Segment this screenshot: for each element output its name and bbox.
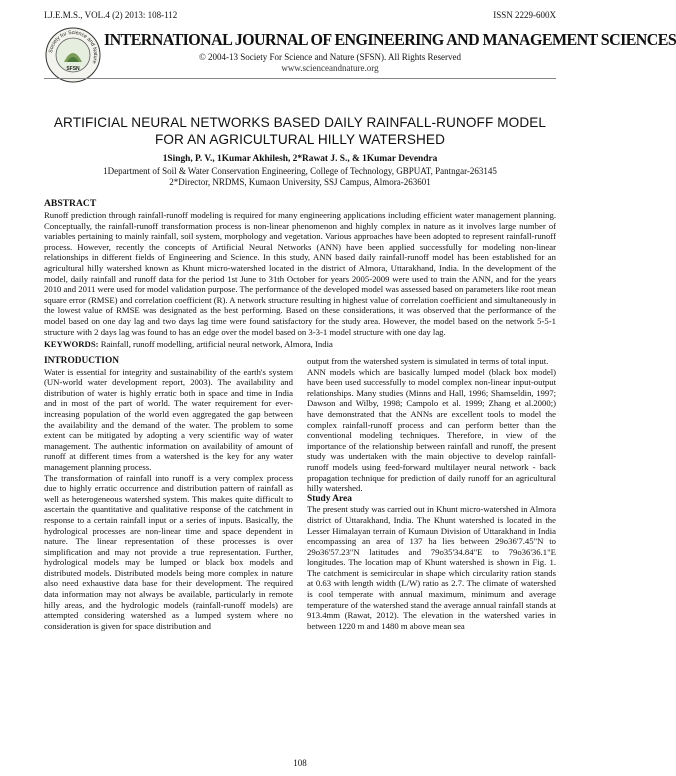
keywords: [44, 339, 556, 349]
left-column: [44, 356, 293, 631]
right-paragraph-2: ANN models which are basically lumped model (black box model) have been used successfully to model complex non-linear input-output relationships. Many studies (Minns and Hall, 1996; Shamseldin, 1997; Dawson and Wilby, 1998; Campolo et al. 1999; Zhang et al.2000;) have demonstrated that the ANNs are excellent tools to model the complex rainfall-runoff process and can perform better than the conventional modeling techniques. Therefore, in view of the importance of the relationship between rainfall and runoff, the present study was undertaken with the main objective to develop rainfall-runoff models using feed-forward multilayer neural network - back propagation technique for prediction of daily runoff for an agricultural hilly watershed.: [307, 366, 556, 494]
right-paragraph-1: output from the watershed system is simulated in terms of total input.: [307, 356, 549, 366]
paper-title: ARTIFICIAL NEURAL NETWORKS BASED DAILY RAINFALL-RUNOFF MODEL FOR AN AGRICULTURAL HILLY WATERSHED: [53, 115, 547, 147]
abstract-text: Runoff prediction through rainfall-runoff modeling is required for many engineering applications including efficient water management planning. Conceptually, the rainfall-runoff transformation process is non-linear phenomenon and highly complex in nature as it involves large number of variables pertaining to mainly rainfall, soil system, morphology and vegetation. Various approaches have been adopted to represent rainfall-runoff process. However, recently the concepts of Artificial Neural Networks (ANN) have been applied successfully for modeling non-linear relationships in different fields of Engineering and Science. In this study, ANN based daily rainfall-runoff model has been established for an agricultural hilly watershed known as Khunt micro-watershed located in the district of Almora, Uttarakhand, India. In the development of the model, daily rainfall and runoff data for the period 1st June to 31th October for years 2005-2009 were used to train the ANN, and for the years 2010 and 2011 were used for model validation purpose. The performance of the developed model was assessed based on parameters like root mean square error (RMSE) and correlation coefficient (R). A network structure resulting in highest value of correlation coefficient and simultaneously in the lowest value of RMSE was designated as the best performing. Based on these considerations, it was observed that the performance of the model based on one day lag and two days lag time were found satisfactory for the study area. However, the model based on the network 5-5-1 structure with 2 days lag was found to has an edge over the model based on 3-3-1 model structure with one day lag.: [44, 210, 556, 337]
keywords-label: KEYWORDS:: [44, 339, 99, 349]
logo-label: SFSN: [66, 66, 80, 72]
header-divider: [44, 78, 556, 79]
authors: 1Singh, P. V., 1Kumar Akhilesh, 2*Rawat J. S., & 1Kumar Devendra: [162, 154, 438, 164]
abstract-heading: ABSTRACT: [44, 198, 97, 209]
intro-heading: INTRODUCTION: [44, 356, 120, 366]
affiliation-2: 2*Director, NRDMS, Kumaon University, SSJ Campus, Almora-263601: [169, 177, 431, 187]
website-link[interactable]: www.scienceandnature.org: [281, 63, 379, 73]
logo-ring-text: Society for Science and Nature: [48, 29, 99, 65]
page-number: 108: [293, 758, 307, 768]
study-area-paragraph: The present study was carried out in Khunt micro-watershed in Almora district of Uttarakhand, India. The Khunt watershed is located in the Lesser Himalayan terrain of Kumaun Division of Uttarakhand in India encompassing an area of 137 ha lies between 29o36'7.45"N to 29o36'57.23"N latitudes and 79o35'34.84"E to 79o36'36.1"E longitudes. The location map of Khunt watershed is shown in Fig. 1. The catchment is semicircular in shape which circularity ration stands at 0.63 with length width (L/W) ratio as 2.7. The climate of watershed is cool temperate with annual maximum, minimum and average temperature of the watershed stand the average annual rainfall stands at 913.4mm (Rawat, 2012). The elevation in the watershed varies in between 1220 m and 1480 m above mean sea: [307, 504, 556, 631]
journal-citation: I.J.E.M.S., VOL.4 (2) 2013: 108-112: [44, 10, 178, 20]
keywords-text: Rainfall, runoff modelling, artificial neural network, Almora, India: [98, 339, 333, 349]
copyright: © 2004-13 Society For Science and Nature (SFSN). All Rights Reserved: [198, 52, 462, 62]
study-area-heading: Study Area: [307, 493, 352, 504]
right-column: [307, 356, 556, 631]
journal-title: INTERNATIONAL JOURNAL OF ENGINEERING AND MANAGEMENT SCIENCES: [104, 30, 676, 49]
intro-paragraph-1: Water is essential for integrity and sustainability of the earth's system (UN-world water development report, 2003). The availability and distribution of water is highly erratic both in space and time in India and in most of the part of world. The water requirement for ever-increasing population of the world even aggregated the gap between the availability and the demand of the water. The problem to some extent can be mitigated by adopting a very scientific way of water management. The authentic information on availability of amount of runoff at different times from a watershed is the key for any water management planning process.: [44, 366, 293, 472]
intro-paragraph-2: The transformation of rainfall into runoff is a very complex process due to highly erratic occurrence and distribution pattern of rainfall as well as heterogeneous watershed system. This makes quite difficult to ascertain the quantitative and qualitative response of the catchment in response to a certain rainfall input or a series of inputs. Basically, the hydrological processes are non-linear time and space dependent in nature. The linear representation of these processes is over simplification and may not provide a true representation. Further, hydrological models may be lumped or black box models and distributed models. Distributed models being more complex in nature also need exhaustive data base for their development. The required data information may not always be available, particularly in remote hilly areas, and the hydrologic models (rainfall-runoff models) are attempted considering watershed as a lumped system where no consideration is given for space distribution and: [44, 472, 293, 631]
affiliation-1: 1Department of Soil & Water Conservation Engineering, College of Technology, GBPUAT, Pantngar-263145: [103, 166, 497, 176]
issn: ISSN 2229-600X: [493, 10, 556, 20]
